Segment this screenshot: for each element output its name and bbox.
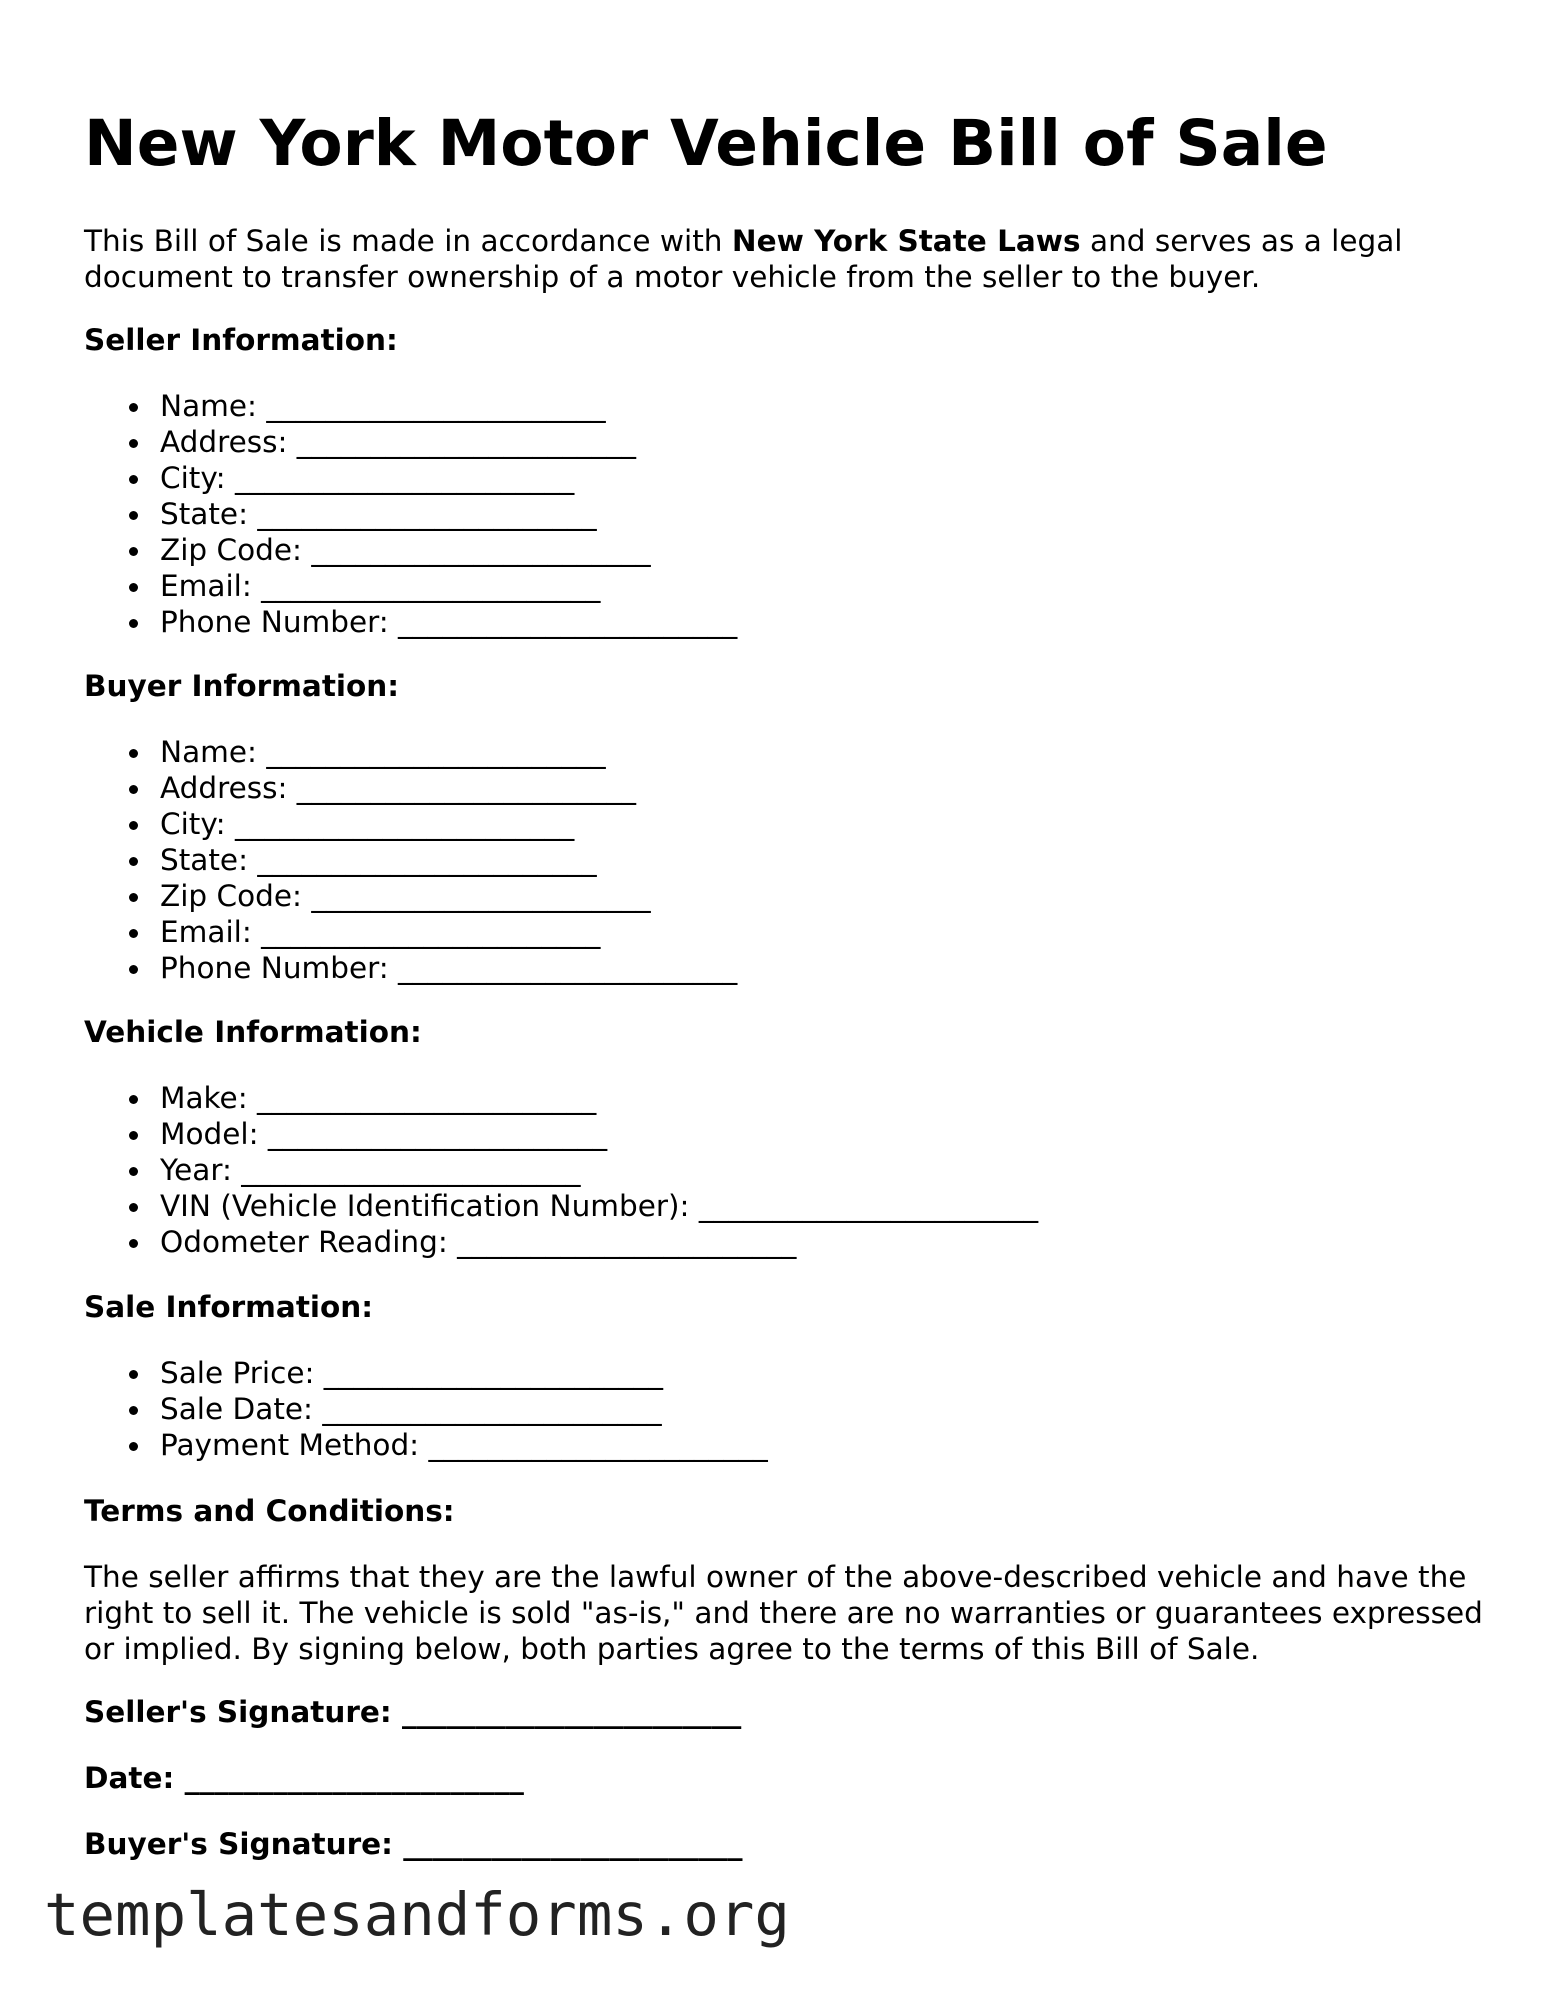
buyer-zip-field[interactable]: Zip Code: _______________________ (84, 878, 737, 914)
intro-text-after: and serves as a legal document to transfer ownership of a motor vehicle from the seller to the buyer. (84, 224, 1403, 294)
buyer-heading: Buyer Information: (84, 669, 400, 703)
sale-price-field[interactable]: Sale Price: _______________________ (84, 1355, 768, 1391)
vehicle-field-list (84, 1080, 1038, 1260)
seller-city-field[interactable]: City: _______________________ (84, 460, 737, 496)
signature-date-field[interactable]: Date: _______________________ (84, 1761, 524, 1795)
seller-name-field[interactable]: Name: _______________________ (84, 388, 737, 424)
intro-paragraph (84, 223, 1464, 295)
intro-emphasis: New York State Laws (731, 224, 1081, 258)
terms-heading: Terms and Conditions: (84, 1494, 455, 1528)
seller-heading: Seller Information: (84, 323, 398, 357)
terms-paragraph: The seller affirms that they are the lawful owner of the above-described vehicle and have the right to sell it. The vehicle is sold "as-is," and there are no warranties or guarantees expressed or implied. By signing below, both parties agree to the terms of this Bill of Sale. (84, 1560, 1483, 1666)
seller-signature-field[interactable]: Seller's Signature: _______________________ (84, 1695, 742, 1729)
vehicle-year-field[interactable]: Year: _______________________ (84, 1152, 1038, 1188)
intro-text-before: This Bill of Sale is made in accordance with (84, 224, 732, 258)
buyer-state-field[interactable]: State: _______________________ (84, 842, 737, 878)
buyer-signature-field[interactable]: Buyer's Signature: _______________________ (84, 1827, 743, 1861)
sale-heading: Sale Information: (84, 1290, 374, 1324)
vehicle-vin-field[interactable]: VIN (Vehicle Identification Number): _______________________ (84, 1188, 1038, 1224)
sale-date-field[interactable]: Sale Date: _______________________ (84, 1391, 768, 1427)
buyer-address-field[interactable]: Address: _______________________ (84, 770, 737, 806)
seller-email-field[interactable]: Email: _______________________ (84, 568, 737, 604)
buyer-city-field[interactable]: City: _______________________ (84, 806, 737, 842)
buyer-email-field[interactable]: Email: _______________________ (84, 914, 737, 950)
buyer-name-field[interactable]: Name: _______________________ (84, 734, 737, 770)
seller-address-field[interactable]: Address: _______________________ (84, 424, 737, 460)
seller-zip-field[interactable]: Zip Code: _______________________ (84, 532, 737, 568)
site-watermark: templatesandforms.org (44, 1880, 790, 1949)
seller-state-field[interactable]: State: _______________________ (84, 496, 737, 532)
document-title: New York Motor Vehicle Bill of Sale (84, 107, 1328, 180)
sale-field-list (84, 1355, 768, 1463)
vehicle-odometer-field[interactable]: Odometer Reading: _______________________ (84, 1224, 1038, 1260)
vehicle-heading: Vehicle Information: (84, 1015, 422, 1049)
buyer-field-list (84, 734, 737, 986)
seller-field-list (84, 388, 737, 640)
vehicle-model-field[interactable]: Model: _______________________ (84, 1116, 1038, 1152)
vehicle-make-field[interactable]: Make: _______________________ (84, 1080, 1038, 1116)
payment-method-field[interactable]: Payment Method: _______________________ (84, 1427, 768, 1463)
seller-phone-field[interactable]: Phone Number: _______________________ (84, 604, 737, 640)
buyer-phone-field[interactable]: Phone Number: _______________________ (84, 950, 737, 986)
